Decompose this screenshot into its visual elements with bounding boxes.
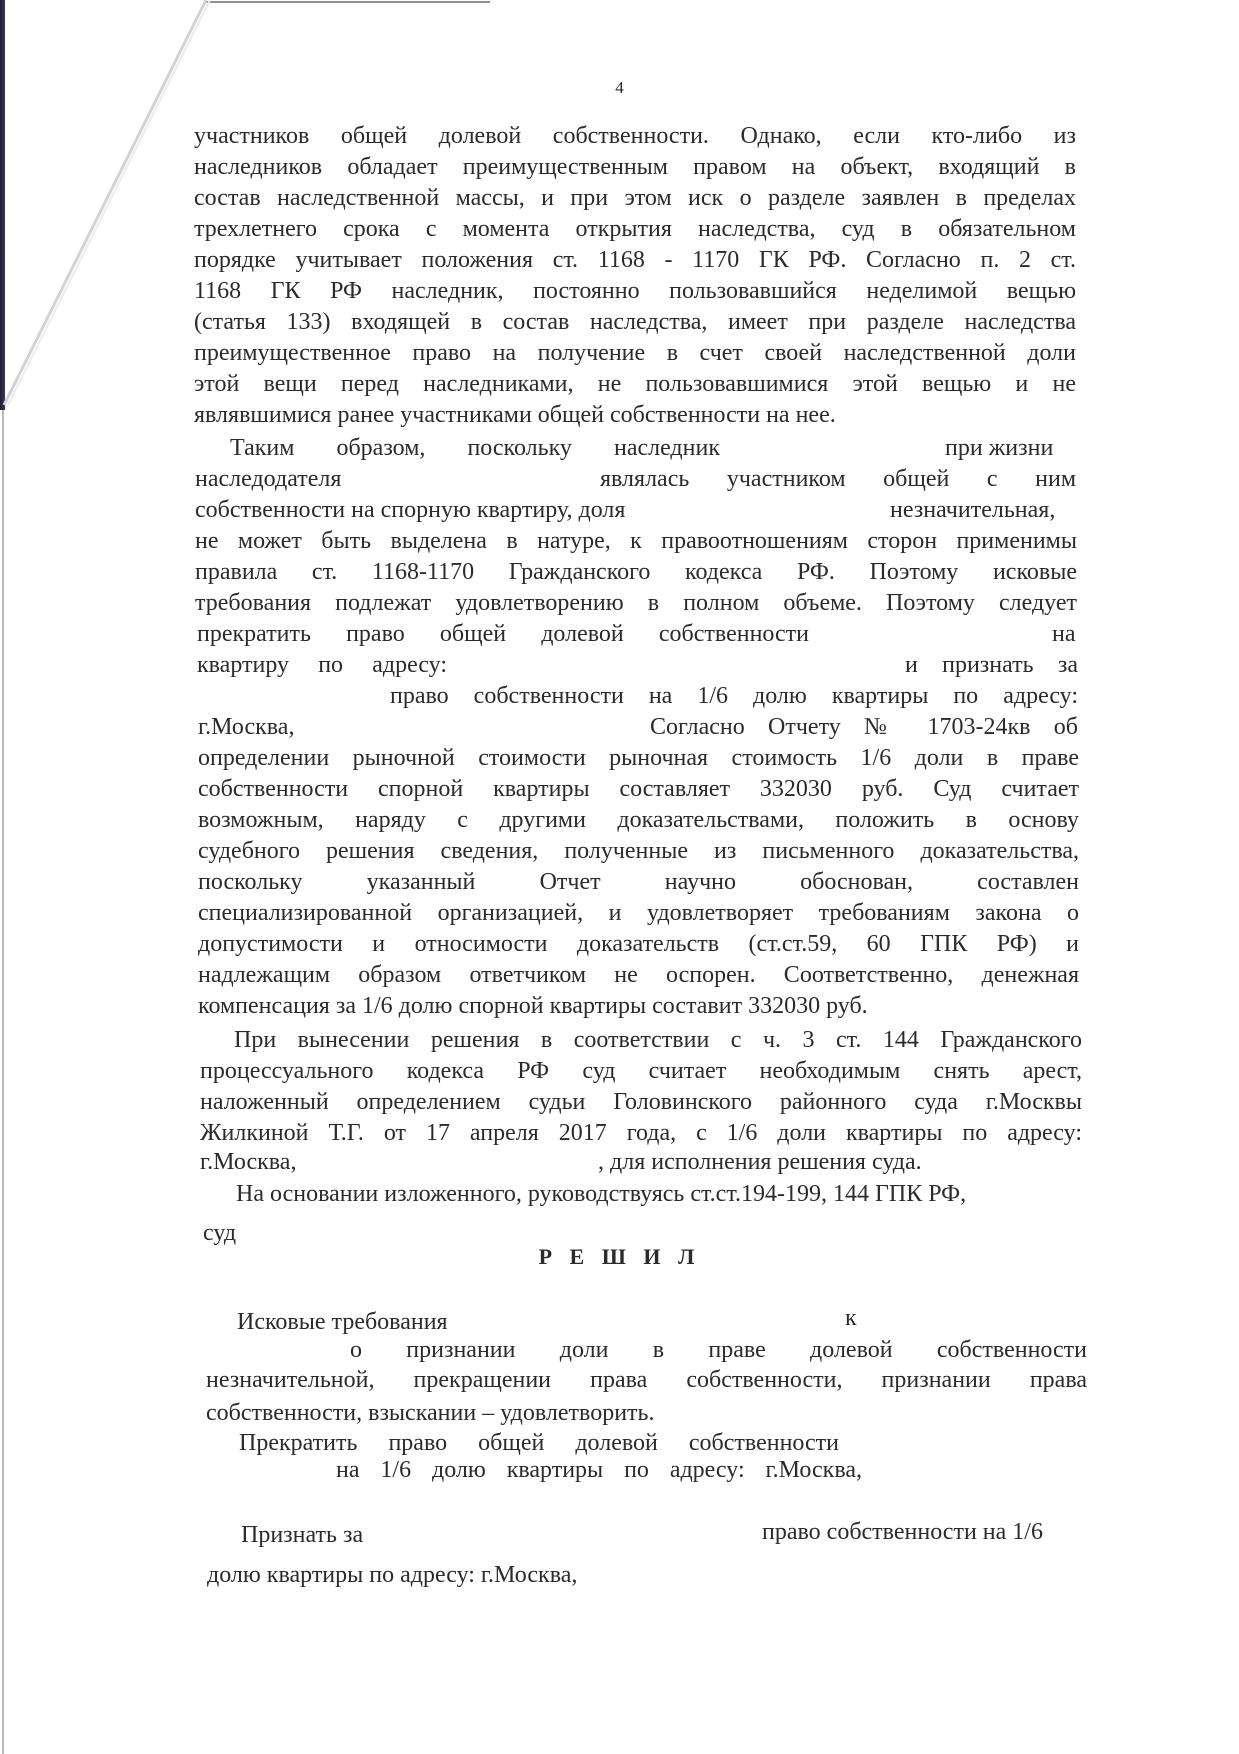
text-line: При вынесении решения в соответствии с ч. 3 ст. 144 Гражданского (234, 1027, 1082, 1053)
text-line: не может быть выделена в натуре, к правоотношениям сторон применимы (195, 528, 1077, 554)
text-line: поскольку указанный Отчет научно обоснован, составлен (198, 869, 1079, 895)
text-line: определении рыночной стоимости рыночная стоимость 1/6 доли в праве (198, 745, 1079, 771)
text-line: незначительной, прекращении права собственности, признании права (206, 1367, 1087, 1393)
text-line: г.Москва, (198, 714, 295, 740)
text-line: специализированной организацией, и удовлетворяет требованиям закона о (198, 900, 1079, 926)
text-line: этой вещи перед наследниками, не пользовавшимися этой вещью и не (194, 371, 1076, 397)
text-line: долю квартиры по адресу: г.Москва, (207, 1562, 578, 1588)
text-line: к (845, 1305, 857, 1331)
text-line: незначительная, (890, 497, 1056, 523)
text-line: Таким образом, поскольку наследник (230, 435, 720, 461)
scan-edge-line (2, 410, 4, 1754)
text-line: о признании доли в праве долевой собственности (350, 1337, 1087, 1363)
text-line: состав наследственной массы, и при этом иск о разделе заявлен в пределах (194, 185, 1076, 211)
text-line: Признать за (241, 1522, 364, 1548)
text-line: на (1052, 621, 1076, 647)
text-line: суд (203, 1220, 237, 1246)
text-line: прекратить право общей долевой собственности (197, 621, 809, 647)
text-line: Согласно Отчету № 1703-24кв об (650, 714, 1078, 740)
text-line: трехлетнего срока с момента открытия наследства, суд в обязательном (194, 216, 1076, 242)
text-line: (статья 133) входящей в состав наследства, имеет при разделе наследства (194, 309, 1076, 335)
text-line: право собственности на 1/6 долю квартиры по адресу: (390, 683, 1078, 709)
text-line: являвшимися ранее участниками общей собственности на нее. (194, 402, 836, 428)
text-line: наследодателя (195, 466, 342, 492)
text-line: допустимости и относимости доказательств (ст.ст.59, 60 ГПК РФ) и (198, 931, 1079, 957)
text-line: требования подлежат удовлетворению в полном объеме. Поэтому следует (195, 590, 1077, 616)
text-line: наследников обладает преимущественным правом на объект, входящий в (194, 154, 1076, 180)
decision-heading: Р Е Ш И Л (538, 1244, 701, 1269)
text-line: являлась участником общей с ним (600, 466, 1076, 492)
text-line: Исковые требования (237, 1309, 448, 1335)
text-line: Прекратить право общей долевой собственности (239, 1430, 839, 1456)
text-line: На основании изложенного, руководствуясь ст.ст.194-199, 144 ГПК РФ, (236, 1181, 967, 1207)
text-line: порядке учитывает положения ст. 1168 - 1170 ГК РФ. Согласно п. 2 ст. (194, 247, 1076, 273)
text-line: наложенный определением судьи Головинского районного суда г.Москвы (200, 1089, 1082, 1115)
text-line: правила ст. 1168-1170 Гражданского кодекса РФ. Поэтому исковые (195, 559, 1077, 585)
text-line: и признать за (905, 652, 1078, 678)
text-line: судебного решения сведения, полученные из письменного доказательства, (198, 838, 1079, 864)
text-line: компенсация за 1/6 долю спорной квартиры составит 332030 руб. (198, 993, 868, 1019)
text-line: участников общей долевой собственности. Однако, если кто-либо из (194, 123, 1076, 149)
text-line: при жизни (945, 435, 1054, 461)
text-line: надлежащим образом ответчиком не оспорен. Соответственно, денежная (198, 962, 1079, 988)
text-line: право собственности на 1/6 (762, 1519, 1043, 1545)
text-line: квартиру по адресу: (197, 652, 447, 678)
text-line: собственности на спорную квартиру, доля (195, 497, 626, 523)
text-line: , для исполнения решения суда. (598, 1149, 922, 1175)
text-line: 1168 ГК РФ наследник, постоянно пользовавшийся неделимой вещью (194, 278, 1076, 304)
text-line: г.Москва, (200, 1149, 297, 1175)
text-line: собственности спорной квартиры составляет 332030 руб. Суд считает (198, 776, 1079, 802)
text-line: на 1/6 долю квартиры по адресу: г.Москва, (336, 1457, 862, 1483)
text-line: собственности, взыскании – удовлетворить. (206, 1400, 655, 1426)
page-number: 4 (615, 78, 624, 97)
text-line: преимущественное право на получение в счет своей наследственной доли (194, 340, 1076, 366)
text-line: возможным, наряду с другими доказательствами, положить в основу (198, 807, 1079, 833)
text-line: процессуального кодекса РФ суд считает необходимым снять арест, (200, 1058, 1082, 1084)
text-line: Жилкиной Т.Г. от 17 апреля 2017 года, с 1/6 доли квартиры по адресу: (200, 1120, 1082, 1146)
